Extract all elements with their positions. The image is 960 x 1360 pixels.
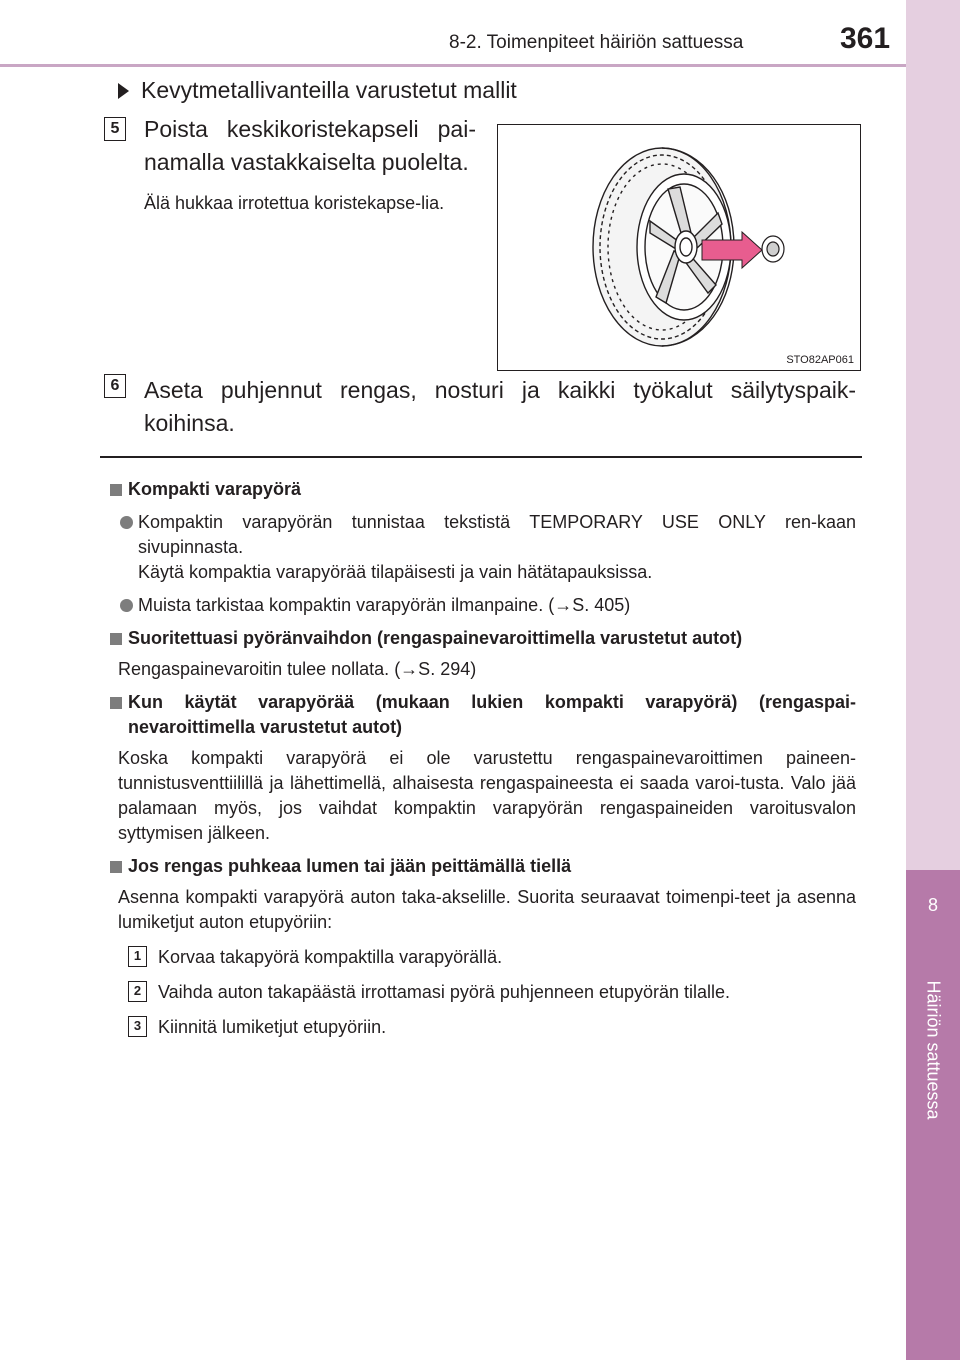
bullet-check-pressure: Muista tarkistaa kompaktin varapyörän ilmanpaine. (→S. 405) — [110, 593, 856, 618]
variant-text: Kevytmetallivanteilla varustetut mallit — [141, 77, 517, 103]
notes-content — [110, 469, 856, 1040]
note-text-snow: Asenna kompakti varapyörä auton taka-akselille. Suorita seuraavat toimenpi-teet ja asenna lumiketjut auton etupyöriin: — [118, 887, 856, 932]
sub-step-2: 2 Vaihda auton takapäästä irrottamasi pyörä puhjenneen etupyörän tilalle. — [110, 980, 856, 1005]
square-bullet-icon — [110, 697, 122, 709]
chapter-number: 8 — [927, 895, 938, 915]
note-heading-after-change: Suoritettuasi pyöränvaihdon (rengaspainevaroittimella varustetut autot) — [110, 626, 856, 651]
bullet-identify-spare: Kompaktin varapyörän tunnistaa tekstistä TEMPORARY USE ONLY ren-kaan sivupinnasta. Käytä kompaktia varapyörää tilapäisesti ja vain hätätapauksissa. — [110, 510, 856, 585]
triangle-bullet-icon — [118, 83, 129, 99]
page-number: 361 — [840, 22, 891, 55]
header-rule — [0, 64, 906, 67]
round-bullet-icon — [120, 599, 133, 612]
step6-text: Aseta puhjennut rengas, nosturi ja kaikki työkalut säilytyspaik-koihinsa. — [144, 377, 856, 436]
note-heading-compact-spare: Kompakti varapyörä — [110, 477, 856, 502]
square-bullet-icon — [110, 484, 122, 496]
chapter-label: Häiriön sattuessa — [923, 980, 944, 1120]
sub-step-number: 2 — [128, 981, 147, 1002]
sub-step-1: 1 Korvaa takapyörä kompaktilla varapyörällä. — [110, 945, 856, 970]
note-text-reset: Rengaspainevaroitin tulee nollata. (→S. 294) — [118, 659, 477, 679]
note-text-warning: Koska kompakti varapyörä ei ole varustettu rengaspainevaroittimen paineen-tunnistusventtiilillä ja lähettimellä, alhaisesta rengaspaineesta ei saada varoi-tusta. Valo jää palamaan myös, jos vaihdat kompaktin varapyörän rengaspaineiden varoitusvalon syttymisen jälkeen. — [118, 748, 856, 843]
note-heading-snow-ice: Jos rengas puhkeaa lumen tai jään peittämällä tiellä — [110, 854, 856, 879]
step5-note: Älä hukkaa irrotettua koristekapse-lia. — [144, 193, 445, 213]
figure-code: STO82AP061 — [786, 354, 854, 366]
sub-step-3: 3 Kiinnitä lumiketjut etupyöriin. — [110, 1015, 856, 1040]
sub-step-number: 1 — [128, 946, 147, 967]
step5-text: Poista keskikoristekapseli pai-namalla vastakkaiselta puolelta. — [144, 116, 476, 175]
section-title: 8-2. Toimenpiteet häiriön sattuessa — [449, 32, 744, 53]
note-heading-using-spare: Kun käytät varapyörää (mukaan lukien kompakti varapyörä) (rengaspai-nevaroittimella varustetut autot) — [110, 690, 856, 740]
tire-illustration — [498, 125, 859, 369]
round-bullet-icon — [120, 516, 133, 529]
square-bullet-icon — [110, 861, 122, 873]
sub-step-number: 3 — [128, 1016, 147, 1037]
tire-figure — [497, 124, 861, 371]
section-divider — [100, 456, 862, 458]
step-number-5: 5 — [104, 117, 126, 141]
step-number-6: 6 — [104, 374, 126, 398]
variant-heading — [118, 77, 517, 104]
square-bullet-icon — [110, 633, 122, 645]
